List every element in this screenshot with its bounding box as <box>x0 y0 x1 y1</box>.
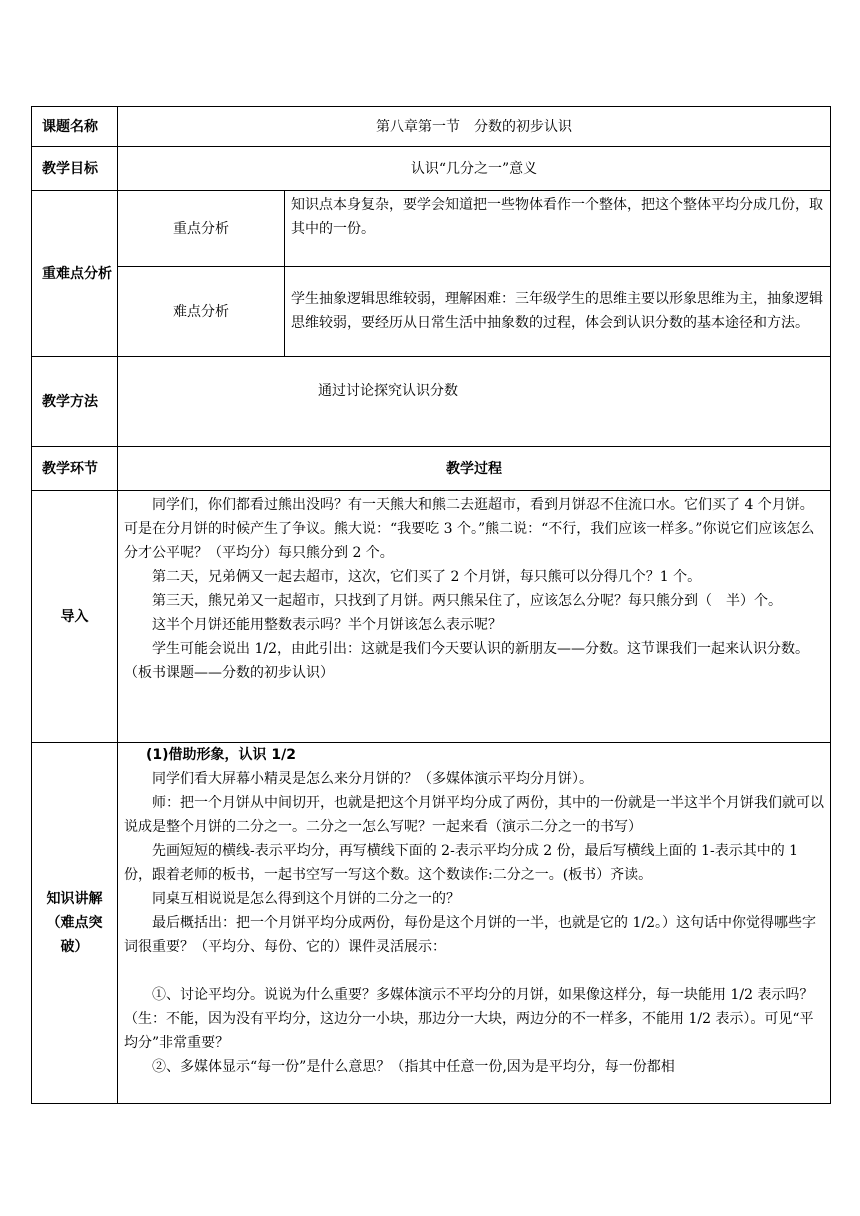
knowledge-paragraph: 师：把一个月饼从中间切开，也就是把这个月饼平均分成了两份，其中的一份就是一半这半个月饼我们就可以说成是整个月饼的二分之一。二分之一怎么写呢？一起来看（演示二分之一的书写） <box>124 795 824 835</box>
intro-label: 导入 <box>32 491 118 743</box>
blank-line <box>124 959 824 983</box>
intro-body <box>118 491 831 743</box>
knowledge-label-line-3: 破） <box>60 939 89 955</box>
key-label: 重点分析 <box>118 191 285 267</box>
hard-text <box>285 267 831 357</box>
knowledge-label-line-2: （难点突 <box>46 915 103 931</box>
method-label: 教学方法 <box>32 357 118 447</box>
intro-paragraph: 学生可能会说出 1/2，由此引出：这就是我们今天要认识的新朋友——分数。这节课我们一起来认识分数。（板书课题——分数的初步认识） <box>124 641 809 681</box>
intro-paragraph: 同学们，你们都看过熊出没吗？有一天熊大和熊二去逛超市，看到月饼忍不住流口水。它们买了 4 个月饼。可是在分月饼的时候产生了争议。熊大说：“我要吃 3 个。”熊二说：“不行，我们应该一样多。”你说它们应该怎么分才公平呢？（平均分）每只熊分到 2 个。 <box>124 497 815 561</box>
row-intro <box>32 491 831 743</box>
row-method <box>32 357 831 447</box>
knowledge-heading: (1)借助形象，认识 1/2 <box>146 747 297 763</box>
knowledge-paragraph: 同桌互相说说是怎么得到这个月饼的二分之一的？ <box>152 891 460 907</box>
hard-label: 难点分析 <box>118 267 285 357</box>
intro-paragraph: 第三天，熊兄弟又一起超市，只找到了月饼。两只熊呆住了，应该怎么分呢？每只熊分到（ 半）个。 <box>152 593 782 609</box>
knowledge-paragraph: 先画短短的横线-表示平均分，再写横线下面的 2-表示平均分成 2 份，最后写横线上面的 1-表示其中的 1 份，跟着老师的板书，一起书空写一写这个数。这个数读作:二分之一。(板书）齐读。 <box>124 843 799 883</box>
row-stage <box>32 447 831 491</box>
lesson-plan-table <box>31 106 831 1104</box>
key-text <box>285 191 831 267</box>
knowledge-paragraph: ②、多媒体显示“每一份”是什么意思？（指其中任意一份,因为是平均分，每一份都相 <box>152 1059 675 1075</box>
row-goal <box>32 147 831 191</box>
knowledge-paragraph: 最后概括出：把一个月饼平均分成两份，每份是这个月饼的一半，也就是它的 1/2。）这句话中你觉得哪些字词很重要？（平均分、每份、它的）课件灵活展示： <box>124 915 816 955</box>
row-knowledge <box>32 743 831 1104</box>
row-title <box>32 107 831 147</box>
knowledge-paragraph: 同学们看大屏幕小精灵是怎么来分月饼的？（多媒体演示平均分月饼）。 <box>152 771 593 787</box>
knowledge-body <box>118 743 831 1104</box>
intro-paragraph: 第二天，兄弟俩又一起去超市，这次，它们买了 2 个月饼，每只熊可以分得几个？1 个。 <box>152 569 702 585</box>
row-key <box>32 191 831 267</box>
knowledge-paragraph: ①、讨论平均分。说说为什么重要？多媒体演示不平均分的月饼，如果像这样分，每一块能用 1/2 表示吗？（生：不能，因为没有平均分，这边分一小块，那边分一大块，两边分的不一样多，不能用 1/2 表示）。可见“平均分”非常重要？ <box>124 987 814 1051</box>
process-label: 教学过程 <box>118 447 831 491</box>
goal-value: 认识“几分之一”意义 <box>118 147 831 191</box>
goal-label: 教学目标 <box>32 147 118 191</box>
title-label: 课题名称 <box>32 107 118 147</box>
knowledge-label <box>32 743 118 1104</box>
hard-text-body: 学生抽象逻辑思维较弱，理解困难：三年级学生的思维主要以形象思维为主，抽象逻辑思维较弱，要经历从日常生活中抽象数的过程，体会到认识分数的基本途径和方法。 <box>291 291 823 331</box>
intro-paragraph: 这半个月饼还能用整数表示吗？半个月饼该怎么表示呢？ <box>152 617 502 633</box>
title-value: 第八章第一节 分数的初步认识 <box>118 107 831 147</box>
key-text-body: 知识点本身复杂，要学会知道把一些物体看作一个整体，把这个整体平均分成几份，取其中的一份。 <box>291 197 823 237</box>
method-value: 通过讨论探究认识分数 <box>118 357 831 447</box>
difficulty-label: 重难点分析 <box>32 191 118 357</box>
knowledge-label-line-1: 知识讲解 <box>46 891 103 907</box>
row-hard <box>32 267 831 357</box>
stage-label: 教学环节 <box>32 447 118 491</box>
